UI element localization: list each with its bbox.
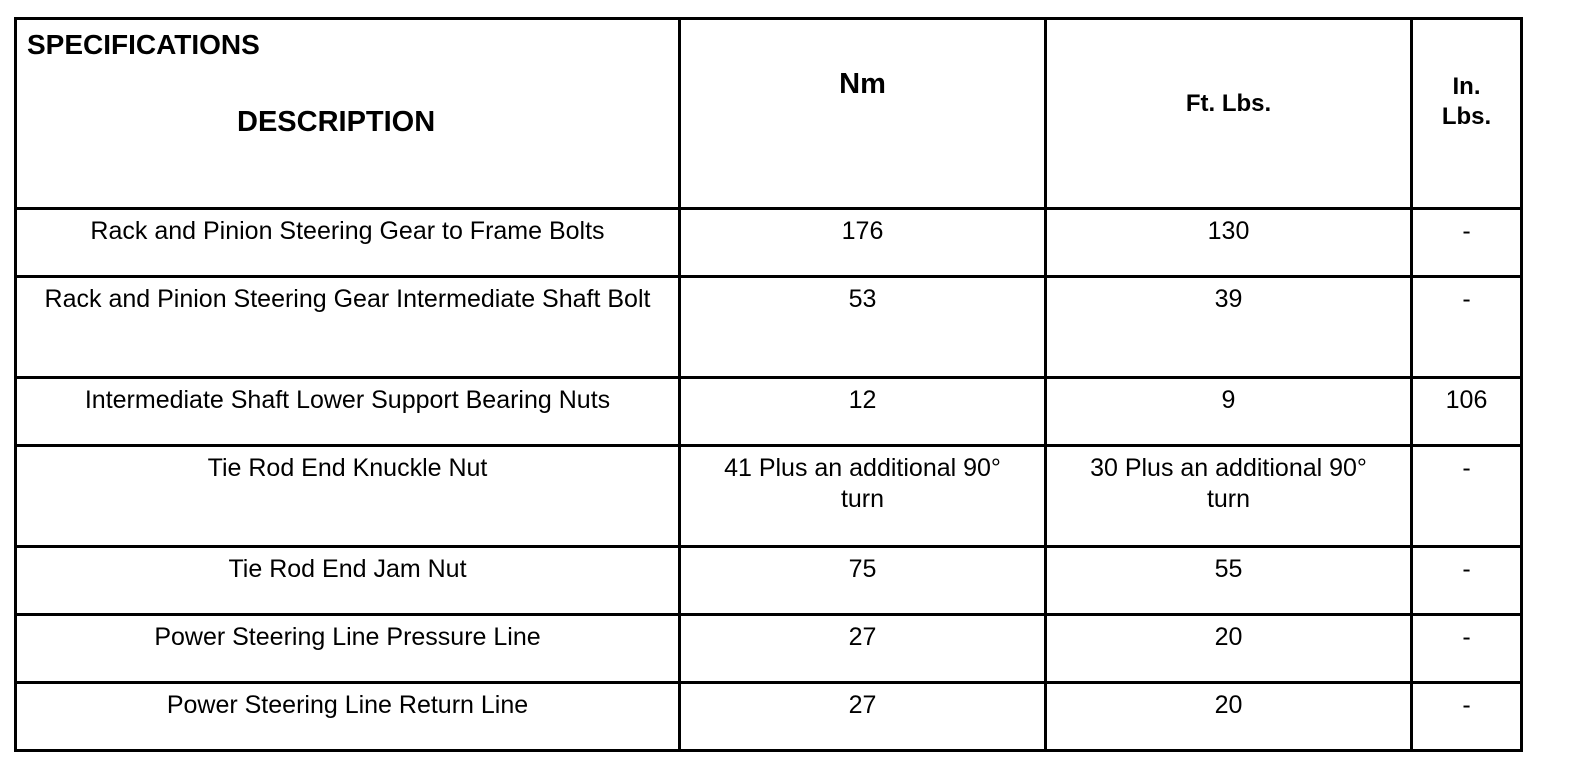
nm-cell	[680, 209, 1046, 277]
description-value: Rack and Pinion Steering Gear Intermediate Shaft Bolt	[44, 285, 651, 313]
ft-lbs-value: 130	[1207, 217, 1250, 245]
table-row	[16, 615, 1522, 683]
nm-cell	[680, 446, 1046, 547]
ft-lbs-value: 20	[1214, 623, 1243, 651]
ft-lbs-value: 9	[1221, 386, 1236, 414]
in-lbs-cell	[1412, 209, 1522, 277]
ft-lbs-value: 39	[1214, 285, 1243, 313]
description-cell	[16, 547, 680, 615]
nm-value: 53	[848, 285, 877, 313]
table-row	[16, 547, 1522, 615]
table-row	[16, 683, 1522, 751]
nm-cell	[680, 547, 1046, 615]
description-cell	[16, 277, 680, 378]
nm-value: 12	[848, 386, 877, 414]
ft-lbs-cell	[1046, 209, 1412, 277]
in-lbs-value: -	[1462, 285, 1471, 313]
in-lbs-value: -	[1462, 217, 1471, 245]
nm-value: 27	[848, 623, 877, 651]
ft-lbs-value: 30 Plus an additional 90° turn	[1090, 454, 1367, 513]
nm-value: 27	[848, 691, 877, 719]
description-cell	[16, 378, 680, 446]
header-ft-lbs-cell	[1046, 19, 1412, 209]
specifications-table	[14, 17, 1523, 752]
in-lbs-cell	[1412, 547, 1522, 615]
table-row	[16, 277, 1522, 378]
in-lbs-value: -	[1462, 623, 1471, 651]
header-row	[16, 19, 1522, 209]
table-row	[16, 378, 1522, 446]
in-lbs-cell	[1412, 615, 1522, 683]
in-lbs-value: -	[1462, 691, 1471, 719]
in-lbs-column-header: In. Lbs.	[1441, 73, 1492, 130]
in-lbs-value: -	[1462, 454, 1471, 482]
description-cell	[16, 683, 680, 751]
ft-lbs-cell	[1046, 446, 1412, 547]
description-value: Tie Rod End Jam Nut	[228, 555, 467, 583]
description-cell	[16, 209, 680, 277]
ft-lbs-cell	[1046, 683, 1412, 751]
description-cell	[16, 615, 680, 683]
ft-lbs-cell	[1046, 547, 1412, 615]
nm-cell	[680, 683, 1046, 751]
nm-value: 176	[841, 217, 884, 245]
ft-lbs-cell	[1046, 378, 1412, 446]
nm-cell	[680, 615, 1046, 683]
ft-lbs-cell	[1046, 615, 1412, 683]
ft-lbs-cell	[1046, 277, 1412, 378]
in-lbs-cell	[1412, 277, 1522, 378]
specifications-title: SPECIFICATIONS	[27, 29, 260, 60]
description-value: Intermediate Shaft Lower Support Bearing Nuts	[84, 386, 611, 414]
description-value: Rack and Pinion Steering Gear to Frame Bolts	[90, 217, 605, 245]
nm-cell	[680, 277, 1046, 378]
header-in-lbs-cell	[1412, 19, 1522, 209]
description-value: Tie Rod End Knuckle Nut	[207, 454, 488, 482]
in-lbs-value: -	[1462, 555, 1471, 583]
description-cell	[16, 446, 680, 547]
nm-cell	[680, 378, 1046, 446]
description-column-header: DESCRIPTION	[237, 106, 436, 138]
description-value: Power Steering Line Return Line	[166, 691, 529, 719]
in-lbs-cell	[1412, 446, 1522, 547]
ft-lbs-value: 55	[1214, 555, 1243, 583]
ft-lbs-value: 20	[1214, 691, 1243, 719]
header-description-cell	[16, 19, 680, 209]
ft-lbs-column-header: Ft. Lbs.	[1185, 90, 1272, 117]
table-row	[16, 209, 1522, 277]
in-lbs-value: 106	[1445, 386, 1488, 414]
nm-value: 75	[848, 555, 877, 583]
header-nm-cell	[680, 19, 1046, 209]
description-value: Power Steering Line Pressure Line	[154, 623, 541, 651]
in-lbs-cell	[1412, 378, 1522, 446]
in-lbs-cell	[1412, 683, 1522, 751]
nm-column-header: Nm	[839, 68, 886, 100]
table-row	[16, 446, 1522, 547]
nm-value: 41 Plus an additional 90° turn	[724, 454, 1001, 513]
